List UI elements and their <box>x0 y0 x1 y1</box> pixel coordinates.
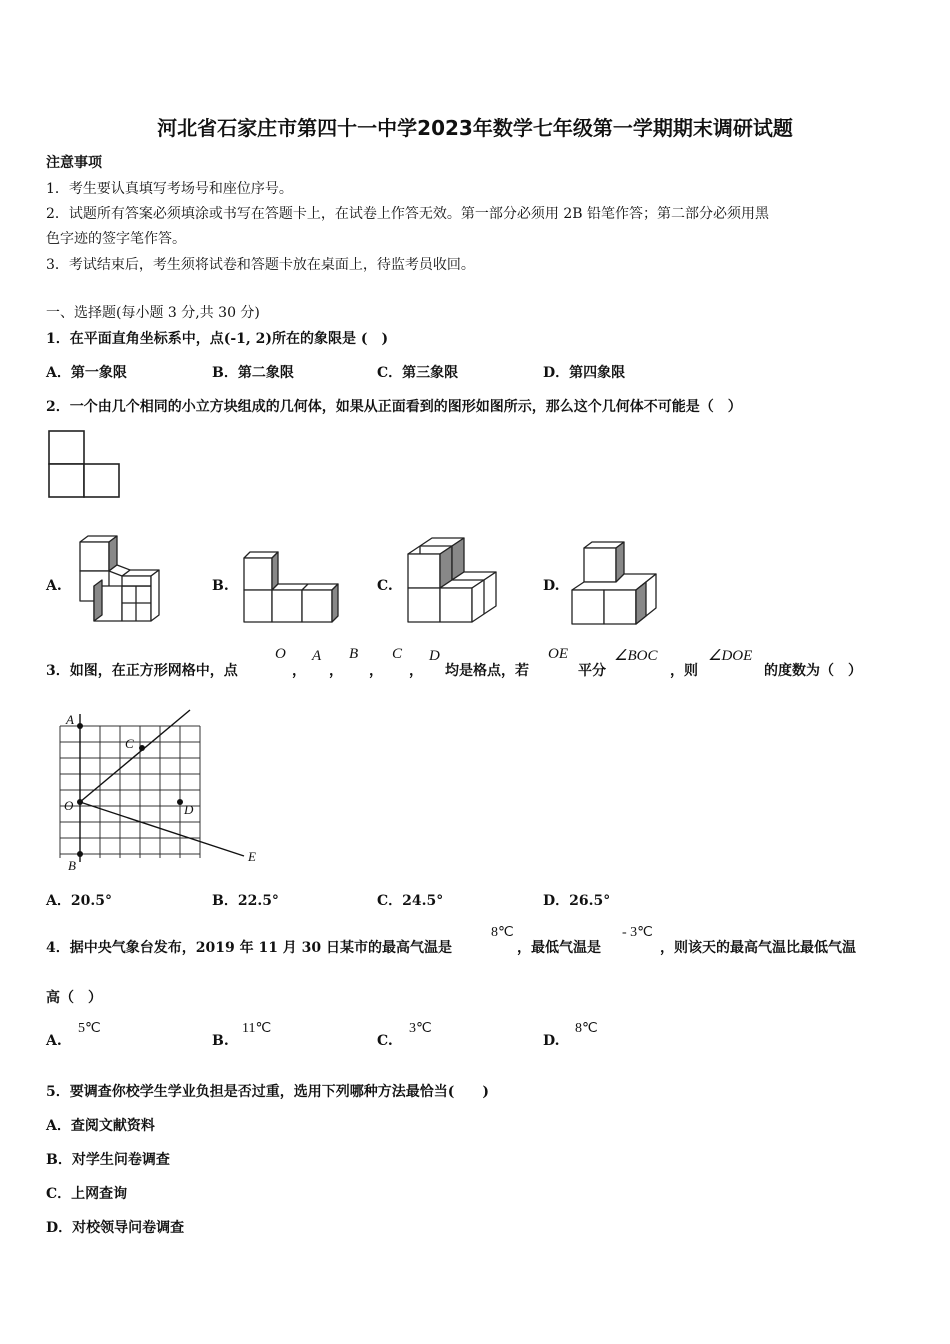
q3-stem-part3: 平分 <box>578 663 606 679</box>
notice-heading: 注意事项 <box>46 155 102 171</box>
question-2-stem: 2．一个由几个相同的小立方块组成的几何体，如果从正面看到的图形如图所示，那么这个几何体不可能是（ ） <box>46 399 742 415</box>
q4-stem-part3: ，则该天的最高气温比最低气温 <box>660 940 856 956</box>
q1-option-a: A．第一象限 <box>46 365 127 381</box>
q3-stem-part2: 均是格点，若 <box>445 663 529 679</box>
notice-item: 2．试题所有答案必须填涂或书写在答题卡上，在试卷上作答无效。第一部分必须用 2B 铅笔作答；第二部分必须用黑 <box>46 206 769 222</box>
q3-point-b: B <box>349 646 359 662</box>
q3-stem-part5: 的度数为（ ） <box>764 663 862 679</box>
q4-stem-part2: ，最低气温是 <box>517 940 601 956</box>
q4-option-a-value: 5℃ <box>78 1021 101 1036</box>
q3-angle-boc: ∠BOC <box>614 648 658 664</box>
notice-item: 色字迹的签字笔作答。 <box>46 231 186 247</box>
q4-option-b-value: 11℃ <box>242 1021 272 1036</box>
q2-option-c-label: C. <box>377 578 393 594</box>
question-1-stem: 1．在平面直角坐标系中，点(-1, 2)所在的象限是 ( ) <box>46 331 389 347</box>
grid-label-o: O <box>64 798 74 813</box>
q4-low-temp: - 3℃ <box>622 925 653 940</box>
q3-option-d: D．26.5° <box>543 893 611 909</box>
grid-label-c: C <box>125 736 134 751</box>
q4-option-d-value: 8℃ <box>575 1021 598 1036</box>
question-4-stem: 4．据中央气象台发布，2019 年 11 月 30 日某市的最高气温是 <box>46 940 453 956</box>
notice-item: 3．考试结束后，考生须将试卷和答题卡放在桌面上，待监考员收回。 <box>46 257 475 273</box>
front-view-figure <box>48 430 122 498</box>
q2-option-b-figure <box>240 548 344 626</box>
page-title: 河北省石家庄市第四十一中学2023年数学七年级第一学期期末调研试题 <box>157 116 793 140</box>
q3-point-c: C <box>392 646 403 662</box>
q2-option-a-label: A. <box>46 578 62 594</box>
q3-comma: ， <box>369 663 383 679</box>
q3-angle-doe: ∠DOE <box>708 648 753 664</box>
q5-option-b: B．对学生问卷调查 <box>46 1152 170 1168</box>
q3-option-b: B．22.5° <box>212 893 279 909</box>
q3-comma: ， <box>409 663 423 679</box>
q2-option-b-label: B. <box>212 578 229 594</box>
q2-option-a-figure <box>76 536 164 626</box>
q4-option-c-label: C. <box>377 1033 393 1049</box>
q4-option-d-label: D. <box>543 1033 560 1049</box>
q4-option-c-value: 3℃ <box>409 1021 432 1036</box>
q3-grid-figure <box>56 706 266 876</box>
grid-label-a: A <box>66 712 74 727</box>
q3-point-a: A <box>312 648 322 664</box>
grid-label-b: B <box>68 858 76 873</box>
q5-option-d: D．对校领导问卷调查 <box>46 1220 185 1236</box>
q3-comma: ， <box>329 663 343 679</box>
q3-ray-oe: OE <box>548 646 568 662</box>
q3-point-o: O <box>275 646 286 662</box>
q3-comma: ， <box>292 663 306 679</box>
q3-stem-part4: ，则 <box>670 663 698 679</box>
q1-option-d: D．第四象限 <box>543 365 626 381</box>
q2-option-c-figure <box>404 534 500 628</box>
q1-option-b: B．第二象限 <box>212 365 294 381</box>
q3-option-c: C．24.5° <box>377 893 444 909</box>
q1-option-c: C．第三象限 <box>377 365 459 381</box>
q4-option-b-label: B. <box>212 1033 229 1049</box>
q2-option-d-figure <box>570 538 664 630</box>
notice-item: 1．考生要认真填写考场号和座位序号。 <box>46 181 293 197</box>
q2-option-d-label: D. <box>543 578 560 594</box>
grid-label-e: E <box>248 849 256 864</box>
q5-option-c: C．上网查询 <box>46 1186 128 1202</box>
q4-high-temp: 8℃ <box>491 925 514 940</box>
q5-option-a: A．查阅文献资料 <box>46 1118 155 1134</box>
q3-point-d: D <box>429 648 440 664</box>
q4-option-a-label: A. <box>46 1033 62 1049</box>
question-3-stem: 3．如图，在正方形网格中，点 <box>46 663 238 679</box>
q4-stem-line2: 高（ ） <box>46 990 102 1006</box>
section-heading: 一、选择题(每小题 3 分,共 30 分) <box>46 305 260 321</box>
q3-option-a: A．20.5° <box>46 893 112 909</box>
question-5-stem: 5．要调查你校学生学业负担是否过重，选用下列哪种方法最恰当( ) <box>46 1084 489 1100</box>
grid-label-d: D <box>184 802 194 817</box>
